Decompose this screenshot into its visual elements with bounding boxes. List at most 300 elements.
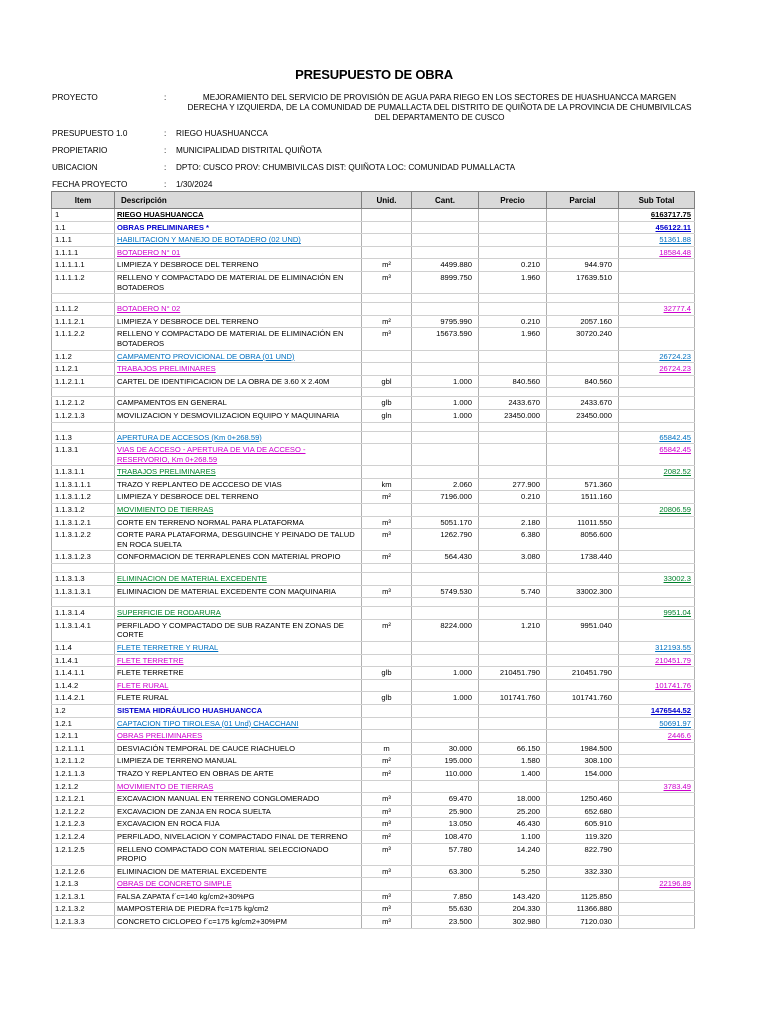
cell-descripcion: RELLENO COMPACTADO CON MATERIAL SELECCIONADO PROPIO — [115, 843, 362, 865]
table-row — [52, 704, 695, 717]
table-row — [52, 585, 695, 598]
cell-cantidad: 15673.590 — [412, 328, 479, 350]
cell-unidad — [362, 363, 412, 376]
cell-precio: 1.960 — [479, 271, 547, 293]
cell-precio: 18.000 — [479, 793, 547, 806]
cell-descripcion: PERFILADO Y COMPACTADO DE SUB RAZANTE EN ZONAS DE CORTE — [115, 619, 362, 641]
cell-precio — [479, 466, 547, 479]
cell-subtotal — [619, 667, 695, 680]
cell-unidad — [362, 607, 412, 620]
cell-descripcion: TRAZO Y REPLANTEO DE ACCCESO DE VIAS — [115, 478, 362, 491]
cell-precio: 5.250 — [479, 865, 547, 878]
table-row — [52, 328, 695, 350]
cell-subtotal: 6163717.75 — [619, 209, 695, 222]
cell-item — [52, 564, 115, 573]
cell-subtotal — [619, 516, 695, 529]
cell-subtotal — [619, 529, 695, 551]
cell-descripcion: EXCAVACION MANUAL EN TERRENO CONGLOMERADO — [115, 793, 362, 806]
cell-precio — [479, 573, 547, 586]
cell-descripcion: FLETE TERRETRE Y RURAL — [115, 642, 362, 655]
cell-subtotal — [619, 478, 695, 491]
cell-precio — [479, 303, 547, 316]
cell-parcial — [547, 422, 619, 431]
cell-cantidad: 1.000 — [412, 409, 479, 422]
cell-item: 1.1.1 — [52, 234, 115, 247]
cell-precio: 25.200 — [479, 805, 547, 818]
cell-unidad — [362, 234, 412, 247]
table-row — [52, 692, 695, 705]
cell-descripcion: SISTEMA HIDRÁULICO HUASHUANCCA — [115, 704, 362, 717]
cell-subtotal — [619, 865, 695, 878]
cell-cantidad — [412, 234, 479, 247]
cell-cantidad — [412, 730, 479, 743]
cell-parcial: 101741.760 — [547, 692, 619, 705]
cell-descripcion: CORTE PARA PLATAFORMA, DESGUINCHE Y PEINADO DE TALUD EN ROCA SUELTA — [115, 529, 362, 551]
cell-precio — [479, 607, 547, 620]
cell-parcial: 944.970 — [547, 259, 619, 272]
cell-unidad — [362, 679, 412, 692]
cell-parcial: 2057.160 — [547, 315, 619, 328]
cell-cantidad — [412, 221, 479, 234]
cell-cantidad — [412, 246, 479, 259]
table-row — [52, 679, 695, 692]
table-row — [52, 767, 695, 780]
cell-subtotal: 33002.3 — [619, 573, 695, 586]
table-row — [52, 221, 695, 234]
cell-cantidad: 30.000 — [412, 742, 479, 755]
table-row — [52, 529, 695, 551]
cell-item: 1.1.1.1 — [52, 246, 115, 259]
cell-subtotal — [619, 328, 695, 350]
cell-descripcion: LIMPIEZA DE TERRENO MANUAL — [115, 755, 362, 768]
cell-item: 1.1.4.1 — [52, 654, 115, 667]
cell-item — [52, 422, 115, 431]
cell-cantidad — [412, 598, 479, 607]
cell-subtotal: 1476544.52 — [619, 704, 695, 717]
cell-precio: 101741.760 — [479, 692, 547, 705]
cell-unidad: m³ — [362, 805, 412, 818]
cell-unidad: glb — [362, 692, 412, 705]
page-title: PRESUPUESTO DE OBRA — [295, 67, 453, 82]
cell-precio — [479, 704, 547, 717]
cell-cantidad: 564.430 — [412, 551, 479, 564]
cell-parcial — [547, 704, 619, 717]
cell-parcial — [547, 717, 619, 730]
cell-cantidad — [412, 780, 479, 793]
cell-item: 1.1.1.1.2 — [52, 271, 115, 293]
cell-descripcion — [115, 388, 362, 397]
presupuesto-value: RIEGO HUASHUANCCA — [176, 129, 268, 138]
table-row — [52, 730, 695, 743]
cell-cantidad: 5051.170 — [412, 516, 479, 529]
cell-unidad: m³ — [362, 818, 412, 831]
cell-cantidad: 7196.000 — [412, 491, 479, 504]
table-row — [52, 667, 695, 680]
cell-precio — [479, 246, 547, 259]
cell-cantidad: 23.500 — [412, 916, 479, 929]
cell-item: 1.2.1.1.2 — [52, 755, 115, 768]
cell-descripcion: BOTADERO N° 01 — [115, 246, 362, 259]
cell-descripcion: OBRAS DE CONCRETO SIMPLE — [115, 878, 362, 891]
cell-parcial: 605.910 — [547, 818, 619, 831]
cell-item: 1.1.3.1.1 — [52, 466, 115, 479]
fecha-label: FECHA PROYECTO — [52, 180, 128, 189]
cell-precio — [479, 444, 547, 466]
cell-precio: 23450.000 — [479, 409, 547, 422]
colon: : — [164, 93, 167, 102]
cell-parcial: 571.360 — [547, 478, 619, 491]
cell-precio — [479, 221, 547, 234]
cell-item: 1.1.3.1 — [52, 444, 115, 466]
proyecto-value: MEJORAMIENTO DEL SERVICIO DE PROVISIÓN DE AGUA PARA RIEGO EN LOS SECTORES DE HUASHUANCCA MARGEN DERECHA Y IZQUIERDA, DE LA COMUNIDAD DE PUMALLACTA DEL DISTRITO DE QUIÑOTA DE LA PROVINCIA DE CHUMBIVILCAS DEL DEPARTAMENTO DE CUSCO — [187, 93, 692, 122]
table-header-row — [52, 192, 695, 209]
colon: : — [164, 146, 167, 155]
cell-precio — [479, 679, 547, 692]
cell-subtotal: 2446.6 — [619, 730, 695, 743]
cell-item: 1.1.2.1.1 — [52, 375, 115, 388]
cell-precio: 2.180 — [479, 516, 547, 529]
cell-unidad: km — [362, 478, 412, 491]
spacer-row — [52, 422, 695, 431]
cell-cantidad — [412, 466, 479, 479]
cell-unidad: m³ — [362, 793, 412, 806]
cell-parcial: 840.560 — [547, 375, 619, 388]
cell-item: 1.1.3 — [52, 431, 115, 444]
cell-descripcion: TRAZO Y REPLANTEO EN OBRAS DE ARTE — [115, 767, 362, 780]
cell-item: 1.1.4.2.1 — [52, 692, 115, 705]
table-row — [52, 878, 695, 891]
propietario-value: MUNICIPALIDAD DISTRITAL QUIÑOTA — [176, 146, 322, 155]
cell-cantidad: 5749.530 — [412, 585, 479, 598]
cell-subtotal — [619, 397, 695, 410]
cell-descripcion: FLETE TERRETRE — [115, 654, 362, 667]
table-row — [52, 478, 695, 491]
cell-unidad — [362, 704, 412, 717]
cell-parcial — [547, 504, 619, 517]
cell-cantidad: 1.000 — [412, 375, 479, 388]
cell-parcial — [547, 209, 619, 222]
table-row — [52, 491, 695, 504]
cell-cantidad: 1262.790 — [412, 529, 479, 551]
cell-subtotal — [619, 755, 695, 768]
cell-item: 1.1.1.2.1 — [52, 315, 115, 328]
cell-descripcion: OBRAS PRELIMINARES — [115, 730, 362, 743]
spacer-row — [52, 564, 695, 573]
cell-cantidad — [412, 564, 479, 573]
table-row — [52, 551, 695, 564]
cell-unidad: m² — [362, 755, 412, 768]
cell-precio — [479, 234, 547, 247]
table-row — [52, 259, 695, 272]
cell-parcial — [547, 573, 619, 586]
cell-cantidad — [412, 422, 479, 431]
cell-precio: 5.740 — [479, 585, 547, 598]
colon: : — [164, 180, 167, 189]
cell-unidad — [362, 598, 412, 607]
cell-precio: 0.210 — [479, 259, 547, 272]
cell-precio — [479, 209, 547, 222]
cell-descripcion: LIMPIEZA Y DESBROCE DEL TERRENO — [115, 491, 362, 504]
cell-item: 1.2.1.2.3 — [52, 818, 115, 831]
cell-parcial: 1984.500 — [547, 742, 619, 755]
cell-cantidad — [412, 679, 479, 692]
cell-parcial: 210451.790 — [547, 667, 619, 680]
presupuesto-label: PRESUPUESTO 1.0 — [52, 129, 128, 138]
table-row — [52, 397, 695, 410]
cell-precio: 0.210 — [479, 491, 547, 504]
cell-item: 1.1.3.1.2 — [52, 504, 115, 517]
cell-parcial — [547, 294, 619, 303]
cell-descripcion: TRABAJOS PRELIMINARES — [115, 363, 362, 376]
cell-cantidad: 13.050 — [412, 818, 479, 831]
cell-item: 1.1.3.1.3 — [52, 573, 115, 586]
table-row — [52, 431, 695, 444]
cell-parcial — [547, 598, 619, 607]
budget-table — [51, 191, 695, 929]
cell-parcial — [547, 363, 619, 376]
cell-precio: 143.420 — [479, 890, 547, 903]
cell-unidad: glb — [362, 667, 412, 680]
cell-parcial: 2433.670 — [547, 397, 619, 410]
table-row — [52, 865, 695, 878]
table-row — [52, 843, 695, 865]
cell-parcial: 17639.510 — [547, 271, 619, 293]
proyecto-label: PROYECTO — [52, 93, 98, 102]
cell-subtotal: 18584.48 — [619, 246, 695, 259]
cell-subtotal: 9951.04 — [619, 607, 695, 620]
cell-unidad: m² — [362, 259, 412, 272]
cell-precio: 302.980 — [479, 916, 547, 929]
cell-precio — [479, 294, 547, 303]
cell-parcial: 30720.240 — [547, 328, 619, 350]
spacer-row — [52, 598, 695, 607]
cell-descripcion: RELLENO Y COMPACTADO DE MATERIAL DE ELIMINACIÓN EN BOTADEROS — [115, 271, 362, 293]
cell-precio — [479, 363, 547, 376]
cell-subtotal: 65842.45 — [619, 444, 695, 466]
cell-descripcion: CAMPAMENTO PROVICIONAL DE OBRA (01 UND) — [115, 350, 362, 363]
cell-cantidad — [412, 504, 479, 517]
cell-item: 1.2.1.3 — [52, 878, 115, 891]
cell-subtotal — [619, 619, 695, 641]
cell-unidad: m² — [362, 767, 412, 780]
table-row — [52, 466, 695, 479]
cell-cantidad: 195.000 — [412, 755, 479, 768]
table-row — [52, 234, 695, 247]
cell-subtotal — [619, 692, 695, 705]
cell-descripcion: APERTURA DE ACCESOS (Km 0+268.59) — [115, 431, 362, 444]
table-row — [52, 209, 695, 222]
table-row — [52, 780, 695, 793]
cell-cantidad: 1.000 — [412, 397, 479, 410]
table-row — [52, 315, 695, 328]
cell-parcial: 23450.000 — [547, 409, 619, 422]
cell-descripcion: BOTADERO N° 02 — [115, 303, 362, 316]
cell-precio — [479, 598, 547, 607]
cell-unidad — [362, 350, 412, 363]
cell-cantidad: 9795.990 — [412, 315, 479, 328]
colon: : — [164, 163, 167, 172]
cell-unidad — [362, 878, 412, 891]
cell-descripcion: ELIMINACION DE MATERIAL EXCEDENTE CON MAQUINARIA — [115, 585, 362, 598]
col-descripcion-header: Descripción — [115, 192, 362, 209]
table-row — [52, 619, 695, 641]
cell-precio: 66.150 — [479, 742, 547, 755]
col-unid-header: Unid. — [362, 192, 412, 209]
cell-precio — [479, 730, 547, 743]
cell-precio: 1.960 — [479, 328, 547, 350]
cell-parcial: 11366.880 — [547, 903, 619, 916]
cell-precio — [479, 654, 547, 667]
cell-item: 1.2.1.3.3 — [52, 916, 115, 929]
cell-descripcion — [115, 564, 362, 573]
cell-parcial — [547, 654, 619, 667]
cell-cantidad — [412, 704, 479, 717]
cell-unidad: m — [362, 742, 412, 755]
cell-descripcion — [115, 422, 362, 431]
cell-item: 1.1.3.1.3.1 — [52, 585, 115, 598]
cell-subtotal: 22196.89 — [619, 878, 695, 891]
cell-unidad — [362, 444, 412, 466]
cell-item: 1.1.2 — [52, 350, 115, 363]
cell-descripcion: RELLENO Y COMPACTADO DE MATERIAL DE ELIMINACIÓN EN BOTADEROS — [115, 328, 362, 350]
cell-precio — [479, 504, 547, 517]
col-precio-header: Precio — [479, 192, 547, 209]
cell-item — [52, 294, 115, 303]
cell-descripcion: LIMPIEZA Y DESBROCE DEL TERRENO — [115, 315, 362, 328]
col-parcial-header: Parcial — [547, 192, 619, 209]
cell-precio — [479, 564, 547, 573]
cell-cantidad — [412, 431, 479, 444]
cell-cantidad: 8999.750 — [412, 271, 479, 293]
cell-descripcion: DESVIACIÓN TEMPORAL DE CAUCE RIACHUELO — [115, 742, 362, 755]
cell-precio — [479, 350, 547, 363]
cell-descripcion: RIEGO HUASHUANCCA — [115, 209, 362, 222]
cell-cantidad: 110.000 — [412, 767, 479, 780]
cell-subtotal — [619, 916, 695, 929]
header-proyecto — [52, 93, 702, 123]
cell-item: 1.1.4.2 — [52, 679, 115, 692]
cell-precio: 2433.670 — [479, 397, 547, 410]
cell-parcial: 7120.030 — [547, 916, 619, 929]
cell-item: 1.1.3.1.4 — [52, 607, 115, 620]
cell-parcial: 1511.160 — [547, 491, 619, 504]
budget-table-body — [52, 209, 695, 929]
cell-precio — [479, 388, 547, 397]
table-row — [52, 363, 695, 376]
cell-unidad — [362, 294, 412, 303]
cell-subtotal — [619, 409, 695, 422]
cell-cantidad: 2.060 — [412, 478, 479, 491]
cell-item: 1.2.1.2.2 — [52, 805, 115, 818]
ubicacion-value: DPTO: CUSCO PROV: CHUMBIVILCAS DIST: QUIÑOTA LOC: COMUNIDAD PUMALLACTA — [176, 163, 516, 172]
table-row — [52, 246, 695, 259]
cell-descripcion: SUPERFICIE DE RODARURA — [115, 607, 362, 620]
cell-unidad: m³ — [362, 529, 412, 551]
cell-unidad — [362, 654, 412, 667]
cell-subtotal: 210451.79 — [619, 654, 695, 667]
cell-parcial — [547, 780, 619, 793]
cell-subtotal: 312193.55 — [619, 642, 695, 655]
cell-item: 1.2.1.2.6 — [52, 865, 115, 878]
cell-unidad: m³ — [362, 843, 412, 865]
cell-parcial: 33002.300 — [547, 585, 619, 598]
cell-precio: 277.900 — [479, 478, 547, 491]
cell-cantidad — [412, 878, 479, 891]
cell-unidad — [362, 780, 412, 793]
cell-descripcion — [115, 598, 362, 607]
cell-item: 1.1.3.1.4.1 — [52, 619, 115, 641]
cell-subtotal — [619, 767, 695, 780]
cell-parcial: 1738.440 — [547, 551, 619, 564]
cell-descripcion: LIMPIEZA Y DESBROCE DEL TERRENO — [115, 259, 362, 272]
cell-unidad: m³ — [362, 516, 412, 529]
cell-descripcion: FLETE TERRETRE — [115, 667, 362, 680]
cell-item: 1.2.1.3.1 — [52, 890, 115, 903]
cell-cantidad — [412, 717, 479, 730]
cell-unidad: m² — [362, 619, 412, 641]
cell-precio: 14.240 — [479, 843, 547, 865]
cell-parcial — [547, 444, 619, 466]
table-row — [52, 717, 695, 730]
table-row — [52, 409, 695, 422]
cell-unidad: gbl — [362, 375, 412, 388]
cell-descripcion — [115, 294, 362, 303]
cell-unidad: glb — [362, 397, 412, 410]
cell-precio: 1.210 — [479, 619, 547, 641]
cell-parcial: 11011.550 — [547, 516, 619, 529]
cell-subtotal — [619, 491, 695, 504]
cell-item: 1.1.3.1.2.1 — [52, 516, 115, 529]
cell-descripcion: MOVIMIENTO DE TIERRAS — [115, 780, 362, 793]
fecha-value: 1/30/2024 — [176, 180, 213, 189]
table-row — [52, 303, 695, 316]
cell-descripcion: FALSA ZAPATA f´c=140 kg/cm2+30%PG — [115, 890, 362, 903]
cell-precio: 1.400 — [479, 767, 547, 780]
cell-subtotal — [619, 388, 695, 397]
colon: : — [164, 129, 167, 138]
cell-cantidad: 108.470 — [412, 830, 479, 843]
cell-precio: 1.580 — [479, 755, 547, 768]
cell-descripcion: CONFORMACION DE TERRAPLENES CON MATERIAL PROPIO — [115, 551, 362, 564]
table-row — [52, 654, 695, 667]
cell-unidad — [362, 564, 412, 573]
cell-subtotal: 32777.4 — [619, 303, 695, 316]
cell-subtotal: 51361.88 — [619, 234, 695, 247]
table-row — [52, 805, 695, 818]
cell-unidad: m³ — [362, 890, 412, 903]
table-row — [52, 793, 695, 806]
cell-unidad: gln — [362, 409, 412, 422]
cell-subtotal — [619, 742, 695, 755]
cell-precio — [479, 717, 547, 730]
cell-unidad: m³ — [362, 903, 412, 916]
cell-parcial: 308.100 — [547, 755, 619, 768]
cell-precio: 6.380 — [479, 529, 547, 551]
cell-precio: 46.430 — [479, 818, 547, 831]
cell-parcial — [547, 564, 619, 573]
cell-precio — [479, 780, 547, 793]
cell-descripcion: MOVILIZACION Y DESMOVILIZACION EQUIPO Y MAQUINARIA — [115, 409, 362, 422]
table-row — [52, 375, 695, 388]
cell-cantidad: 1.000 — [412, 667, 479, 680]
cell-cantidad: 25.900 — [412, 805, 479, 818]
cell-subtotal — [619, 564, 695, 573]
cell-item: 1.1.2.1.3 — [52, 409, 115, 422]
table-row — [52, 818, 695, 831]
cell-subtotal — [619, 805, 695, 818]
cell-cantidad: 69.470 — [412, 793, 479, 806]
cell-precio — [479, 422, 547, 431]
